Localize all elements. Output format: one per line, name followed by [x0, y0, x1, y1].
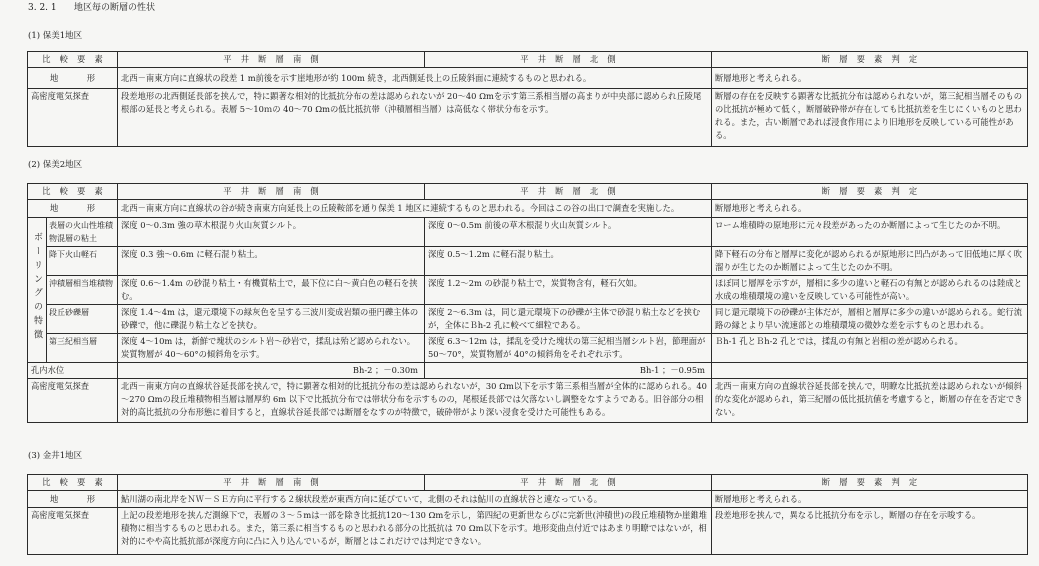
topography-description: 北西－南東方向に直線状の段差 1 m前後を示す崖地形が約 100m 続き，北西側延長上の丘陵斜面に連続するものと思われる。	[118, 68, 712, 89]
table-row	[28, 363, 1028, 379]
topography-judgment: 断層地形と考えられる。	[712, 200, 1028, 218]
header-north: 平井断層北側	[425, 52, 712, 68]
table-row	[28, 305, 1028, 334]
resistivity-label: 高密度電気探査	[28, 508, 118, 555]
boring-south: 深度 4～10m は，新鮮で塊状のシルト岩～砂岩で，揉乱は殆ど認められない。炭質物層が 40～60°の傾斜角を示す。	[118, 334, 425, 363]
table-row	[28, 247, 1028, 276]
resistivity-judgment: 北西－南東方向の直線状谷延長部を挟んで，明瞭な比抵抗差は認められないが傾斜的な変化が認められ，第三紀層の低比抵抗値を考慮すると，断層の存在を否定できない。	[712, 379, 1028, 423]
resistivity-description: 上記の段差地形を挟んだ測線下で，表層の３～５mは一部を除き比抵抗120～130 Ωmを示し，第四紀の更新世ならびに完新世(沖積世)の段丘堆積物か崖錐堆積物に相当するものと思われる。また，第三系に相当するものと思われる部分の比抵抗は 70 Ωm以下を示す。地形変曲点付近ではあまり明瞭ではないが，相対的にやや高比抵抗部が深度方向に凸に入り込んでいるが，断層とはこれだけでは判定できない。	[118, 508, 712, 555]
topography-judgment: 断層地形と考えられる。	[712, 491, 1028, 508]
heading-title: 地区毎の断層の性状	[74, 3, 156, 13]
section-title: (1) 保美1地区	[28, 31, 83, 41]
boring-judgment: ほぼ同じ層厚を示すが，層相に多少の違いと軽石の有無とが認められるのは陸成と水成の堆積環境の違いを反映している可能性が高い。	[712, 276, 1028, 305]
header-south: 平井断層南側	[118, 52, 425, 68]
header-north: 平井断層北側	[425, 475, 712, 491]
table-row	[28, 334, 1028, 363]
header-item: 比較要素	[28, 184, 118, 200]
boring-item-label: 表層の火山性堆積物混層の粘土	[47, 218, 118, 247]
boring-group-label	[28, 218, 47, 363]
resistivity-description: 北西－南東方向の直線状谷延長部を挟んで，特に顕著な相対的比抵抗分布の差は認められないが，30 Ωm以下を示す第三系相当層が全体的に認められる。40～270 Ωmの段丘堆積物相当層は層厚約 6m 以下で比抵抗分布では帯状分布を示すものの，尾根延長部では欠落ないし調整をなすようである。旧谷部分の相対的高比抵抗の分布形態に着目すると，直線状谷延長部では断層をなすのが特徴で，破砕帯がより深い浸食を受けた可能性もある。	[118, 379, 712, 423]
table-row	[28, 276, 1028, 305]
water-level-label: 孔内水位	[28, 363, 118, 379]
boring-item-label: 段丘砂礫層	[47, 305, 118, 334]
section-1-table	[27, 51, 1028, 147]
boring-north: 深度 6.3～12m は，揉乱を受けた塊状の第三紀相当層シルト岩，節理面が 50～70°，炭質物層が 40°の傾斜角をそれぞれ示す。	[425, 334, 712, 363]
resistivity-label: 高密度電気探査	[28, 89, 118, 147]
table-row	[28, 68, 1028, 89]
header-south: 平井断層南側	[118, 184, 425, 200]
table-row	[28, 508, 1028, 555]
boring-north: 深度 2～6.3m は，同じ還元環境下の砂礫が主体で砂混り粘土などを挟むが，全体にＢh-2 孔に較べて細粒である。	[425, 305, 712, 334]
header-south: 平井断層南側	[118, 475, 425, 491]
resistivity-judgment: 段差地形を挟んで，異なる比抵抗分布を示し，断層の存在を示唆する。	[712, 508, 1028, 555]
section-3-table	[27, 474, 1028, 555]
table-row	[28, 218, 1028, 247]
header-judgment: 断層要素判定	[712, 184, 1028, 200]
table-header-row	[28, 184, 1028, 200]
header-item: 比較要素	[28, 52, 118, 68]
table-row	[28, 89, 1028, 147]
water-level-north: Bh-1 ；－0.95m	[425, 363, 712, 379]
topography-label: 地形	[28, 491, 118, 508]
topography-label: 地形	[28, 68, 118, 89]
boring-item-label: 沖積層相当堆積物	[47, 276, 118, 305]
water-level-judgment	[712, 363, 1028, 379]
document-heading	[28, 2, 155, 14]
header-judgment: 断層要素判定	[712, 475, 1028, 491]
table-header-row	[28, 475, 1028, 491]
header-north: 平井断層北側	[425, 184, 712, 200]
section-title: (3) 金井1地区	[28, 451, 83, 461]
boring-judgment: 降下軽石の分布と層厚に変化が認められるが原地形に凹凸があって旧低地に厚く吹溜りが生じたのか断層によって生じたのか不明。	[712, 247, 1028, 276]
topography-description: 北西－南東方向に直線状の谷が続き南東方向延長上の丘陵鞍部を通り保美 1 地区に連続するものと思われる。今回はこの谷の出口で調査を実施した。	[118, 200, 712, 218]
table-row	[28, 200, 1028, 218]
section-title: (2) 保美2地区	[28, 160, 83, 170]
table-row	[28, 491, 1028, 508]
header-judgment: 断層要素判定	[712, 52, 1028, 68]
boring-item-label: 降下火山軽石	[47, 247, 118, 276]
boring-south: 深度 0～0.3m 強の草木根混り火山灰質シルト。	[118, 218, 425, 247]
resistivity-label: 高密度電気探査	[28, 379, 118, 423]
section-2-table	[27, 183, 1028, 423]
resistivity-description: 段差地形の北西側延長部を挟んで，特に顕著な相対的比抵抗分布の差は認められないが 20～40 Ωmを示す第三系相当層の高まりが中央部に認められ丘陵尾根部の延長と考えられる。表層 5～10ｍの 40～70 Ωmの低比抵抗帯（沖積層相当層）は高低なく帯状分布を示す。	[118, 89, 712, 147]
topography-judgment: 断層地形と考えられる。	[712, 68, 1028, 89]
table-header-row	[28, 52, 1028, 68]
topography-description: 鮎川湖の南北岸をＮＷ－ＳＥ方向に平行する２線状段差が東西方向に延びていて，北側のそれは鮎川の直線状谷と連なっている。	[118, 491, 712, 508]
boring-judgment: Ｂh-1 孔とＢh-2 孔とでは，揉乱の有無と岩相の差が認められる。	[712, 334, 1028, 363]
water-level-south: Bh-2 ；－0.30m	[118, 363, 425, 379]
resistivity-judgment: 断層の存在を反映する顕著な比抵抗分布は認められないが，第三紀相当層そのものの比抵抗が極めて低く，断層破砕帯が存在しても比抵抗差を生じにくいものと思われる。また，古い断層であれば浸食作用により旧地形を反映している可能性がある。	[712, 89, 1028, 147]
boring-north: 深度 0.5～1.2m に軽石混り粘土。	[425, 247, 712, 276]
boring-north: 深度 1.2～2m の砂混り粘土で，炭質物含有，軽石欠如。	[425, 276, 712, 305]
boring-item-label: 第三紀相当層	[47, 334, 118, 363]
topography-label: 地形	[28, 200, 118, 218]
boring-north: 深度 0～0.5m 前後の草木根混り火山灰質シルト。	[425, 218, 712, 247]
header-item: 比較要素	[28, 475, 118, 491]
boring-south: 深度 0.3 強～0.6m に軽石混り粘土。	[118, 247, 425, 276]
heading-number: 3. 2. 1	[28, 3, 57, 13]
table-row	[28, 379, 1028, 423]
boring-judgment: 同じ還元環境下の砂礫が主体だが，層相と層厚に多少の違いが認められる。蛇行流路の縁とより早い流速部との堆積環境の微妙な差を示すものと思われる。	[712, 305, 1028, 334]
boring-judgment: ローム堆積時の原地形に元々段差があったのか断層によって生じたのか不明。	[712, 218, 1028, 247]
boring-south: 深度 0.6～1.4m の砂混り粘土・有機質粘土で，最下位に白～黄白色の軽石を挟む。	[118, 276, 425, 305]
boring-south: 深度 1.4～4m は，還元環境下の緑灰色を呈する三波川変成岩類の亜円礫主体の砂礫で，他に礫混り粘土などを挟む。	[118, 305, 425, 334]
boring-group-text: ボーリングの特徴	[32, 232, 42, 344]
